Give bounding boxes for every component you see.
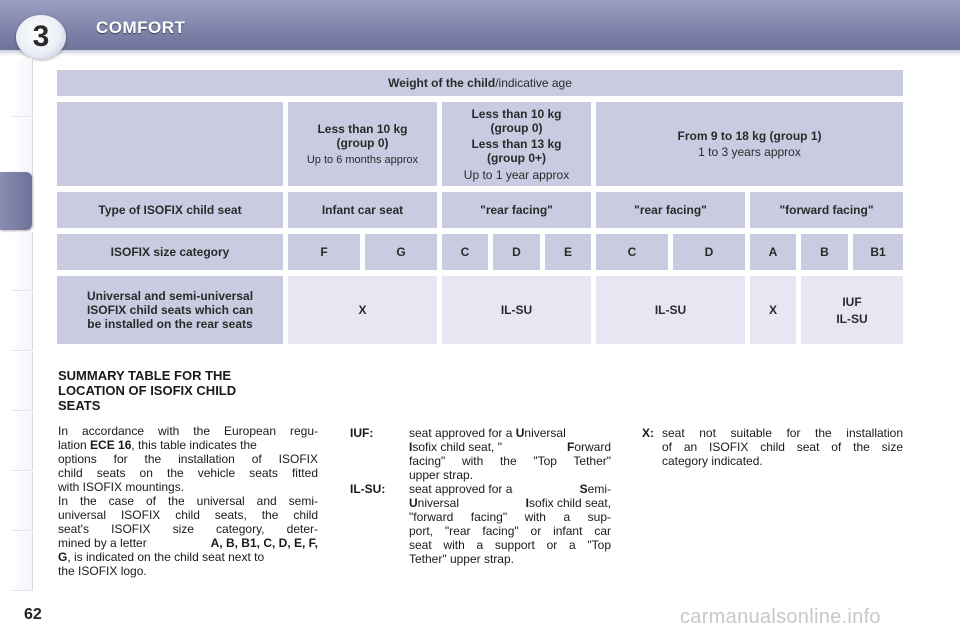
universal-ilsu: IL-SU — [836, 311, 868, 326]
group-0-age: Up to 6 months approx — [306, 153, 419, 166]
weight-header-bold: Weight of the child — [388, 76, 496, 90]
group-1-age: 1 to 3 years approx — [698, 145, 801, 159]
para2-line3: seat's ISOFIX size category, deter- — [58, 522, 318, 536]
group-0-line2: (group 0) — [336, 135, 389, 150]
summary-paragraph-1 — [58, 424, 318, 494]
size-B: B — [801, 234, 848, 270]
ilsu-line6: Tether" upper strap. — [409, 552, 514, 566]
size-E: E — [545, 234, 591, 270]
para2-line5-text: , is indicated on the child seat next to — [67, 550, 265, 564]
iuf-line4: upper strap. — [409, 468, 474, 482]
ilsu-l1a: seat approved for a — [409, 482, 516, 496]
chapter-tab-6[interactable] — [12, 352, 33, 411]
universal-label-line2: ISOFIX child seats which can — [86, 303, 254, 317]
x-definition — [662, 426, 903, 468]
ilsu-l2-u: U — [409, 496, 418, 510]
weight-header-cell — [57, 70, 903, 96]
chapter-number-badge: 3 — [16, 15, 66, 59]
group-corner-cell — [57, 102, 283, 186]
para1-line3: options for the installation of ISOFIX — [58, 452, 318, 466]
para1-line1: In accordance with the European regu- — [58, 424, 318, 438]
header-shadow — [0, 50, 960, 56]
para1-line2-rest: , this table indicates the — [131, 438, 257, 452]
watermark: carmanualsonline.info — [680, 606, 881, 628]
chapter-tab-8[interactable] — [12, 472, 33, 531]
summary-title-line3: SEATS — [58, 398, 101, 413]
chapter-tab-5[interactable] — [12, 292, 33, 351]
ilsu-l2a: niversal — [417, 496, 463, 510]
para2-line1: In the case of the universal and semi- — [58, 494, 318, 508]
iuf-definition — [409, 426, 611, 482]
ilsu-term: IL-SU: — [350, 482, 386, 496]
para2-line4-text: mined by a letter — [58, 536, 151, 550]
iuf-l1a: seat approved for a — [409, 426, 516, 440]
size-F: F — [288, 234, 360, 270]
group-1-line1: From 9 to 18 kg (group 1) — [677, 129, 822, 143]
chapter-tab-4[interactable] — [12, 232, 33, 291]
ilsu-line1 — [409, 482, 611, 496]
para1-line5: with ISOFIX mountings. — [58, 480, 185, 494]
para2-letter-g: G — [58, 550, 68, 564]
para2-letters: A, B, B1, C, D, E, F, — [210, 536, 318, 550]
page-number: 62 — [24, 606, 42, 623]
ilsu-definition — [409, 482, 611, 566]
ilsu-line4: port, "rear facing" or infant car — [409, 524, 611, 538]
chapter-tabs — [0, 58, 34, 578]
iuf-term: IUF: — [350, 426, 374, 440]
ilsu-l1-s: S — [579, 482, 588, 496]
iuf-line3: facing" with the "Top Tether" — [409, 454, 611, 468]
summary-title — [58, 368, 318, 413]
iuf-l1b: niversal — [524, 426, 566, 440]
chapter-tab-3-active[interactable] — [0, 172, 32, 230]
ilsu-line3: "forward facing" with a sup- — [409, 510, 611, 524]
para1-line4: child seats on the vehicle seats fitted — [58, 466, 318, 480]
group-0-cell — [288, 102, 437, 186]
group-0-line1: Less than 10 kg — [317, 121, 408, 136]
size-C-2: C — [596, 234, 668, 270]
size-A: A — [750, 234, 796, 270]
universal-iuf: IUF — [842, 294, 862, 309]
group-0plus-age: Up to 1 year approx — [463, 167, 570, 182]
para1-ece16: ECE 16 — [90, 438, 132, 452]
group-0plus-line4: (group 0+) — [487, 150, 546, 165]
x-term: X: — [642, 426, 654, 440]
universal-group0plus-value: IL-SU — [442, 276, 591, 344]
para2-line6: the ISOFIX logo. — [58, 564, 147, 578]
ilsu-l2b: sofix child seat, — [528, 496, 611, 510]
universal-row-label — [57, 276, 283, 344]
group-1-cell — [596, 102, 903, 186]
para1-line2 — [58, 438, 318, 452]
iuf-line1 — [409, 426, 611, 440]
iuf-l1-u: U — [515, 426, 525, 440]
universal-group0-value: X — [288, 276, 437, 344]
x-line1: seat not suitable for the installation — [662, 426, 903, 440]
universal-label-line1: Universal and semi-universal — [86, 289, 254, 303]
ilsu-l2-i: I — [525, 496, 529, 510]
x-line2: of an ISOFIX child seat of the size — [662, 440, 903, 454]
group-0plus-cell — [442, 102, 591, 186]
chapter-tab-2[interactable] — [12, 118, 33, 177]
type-row-label: Type of ISOFIX child seat — [57, 192, 283, 228]
iuf-l2-f: F — [566, 440, 575, 454]
para2-line2: universal ISOFIX child seats, the child — [58, 508, 318, 522]
chapter-tab-1[interactable] — [12, 58, 33, 117]
size-C-1: C — [442, 234, 488, 270]
universal-rear-facing-value: IL-SU — [596, 276, 745, 344]
para2-line4 — [58, 536, 318, 550]
iuf-line2 — [409, 440, 611, 454]
ilsu-l1b: emi- — [587, 482, 611, 496]
group-0plus-line2: (group 0) — [490, 120, 543, 135]
summary-title-line1: SUMMARY TABLE FOR THE — [58, 368, 232, 383]
chapter-title: COMFORT — [96, 18, 186, 37]
size-D-2: D — [673, 234, 745, 270]
ilsu-line2 — [409, 496, 611, 510]
iuf-l2-i: I — [409, 440, 413, 454]
weight-header-normal: /indicative age — [495, 76, 572, 90]
iuf-l2b: orward — [574, 440, 611, 454]
size-D-1: D — [493, 234, 540, 270]
group-0plus-line1: Less than 10 kg — [471, 106, 562, 121]
universal-label-line3: be installed on the rear seats — [87, 317, 253, 331]
type-forward-facing: "forward facing" — [750, 192, 903, 228]
size-row-label: ISOFIX size category — [57, 234, 283, 270]
universal-B-B1-value — [801, 276, 903, 344]
size-G: G — [365, 234, 437, 270]
type-rear-facing-1: "rear facing" — [442, 192, 591, 228]
group-0plus-line3: Less than 13 kg — [471, 136, 562, 151]
type-rear-facing-2: "rear facing" — [596, 192, 745, 228]
x-line3: category indicated. — [662, 454, 763, 468]
ilsu-line5: seat with a support or a "Top — [409, 538, 611, 552]
size-B1: B1 — [853, 234, 903, 270]
para2-line5 — [58, 550, 318, 564]
chapter-tab-9[interactable] — [12, 532, 33, 591]
type-infant-car-seat: Infant car seat — [288, 192, 437, 228]
chapter-tab-7[interactable] — [12, 412, 33, 471]
summary-title-line2: LOCATION OF ISOFIX CHILD — [58, 383, 237, 398]
para1-lation: lation — [58, 438, 91, 452]
iuf-l2a: sofix child seat, " — [412, 440, 502, 454]
universal-A-value: X — [750, 276, 796, 344]
summary-paragraph-2 — [58, 494, 318, 578]
